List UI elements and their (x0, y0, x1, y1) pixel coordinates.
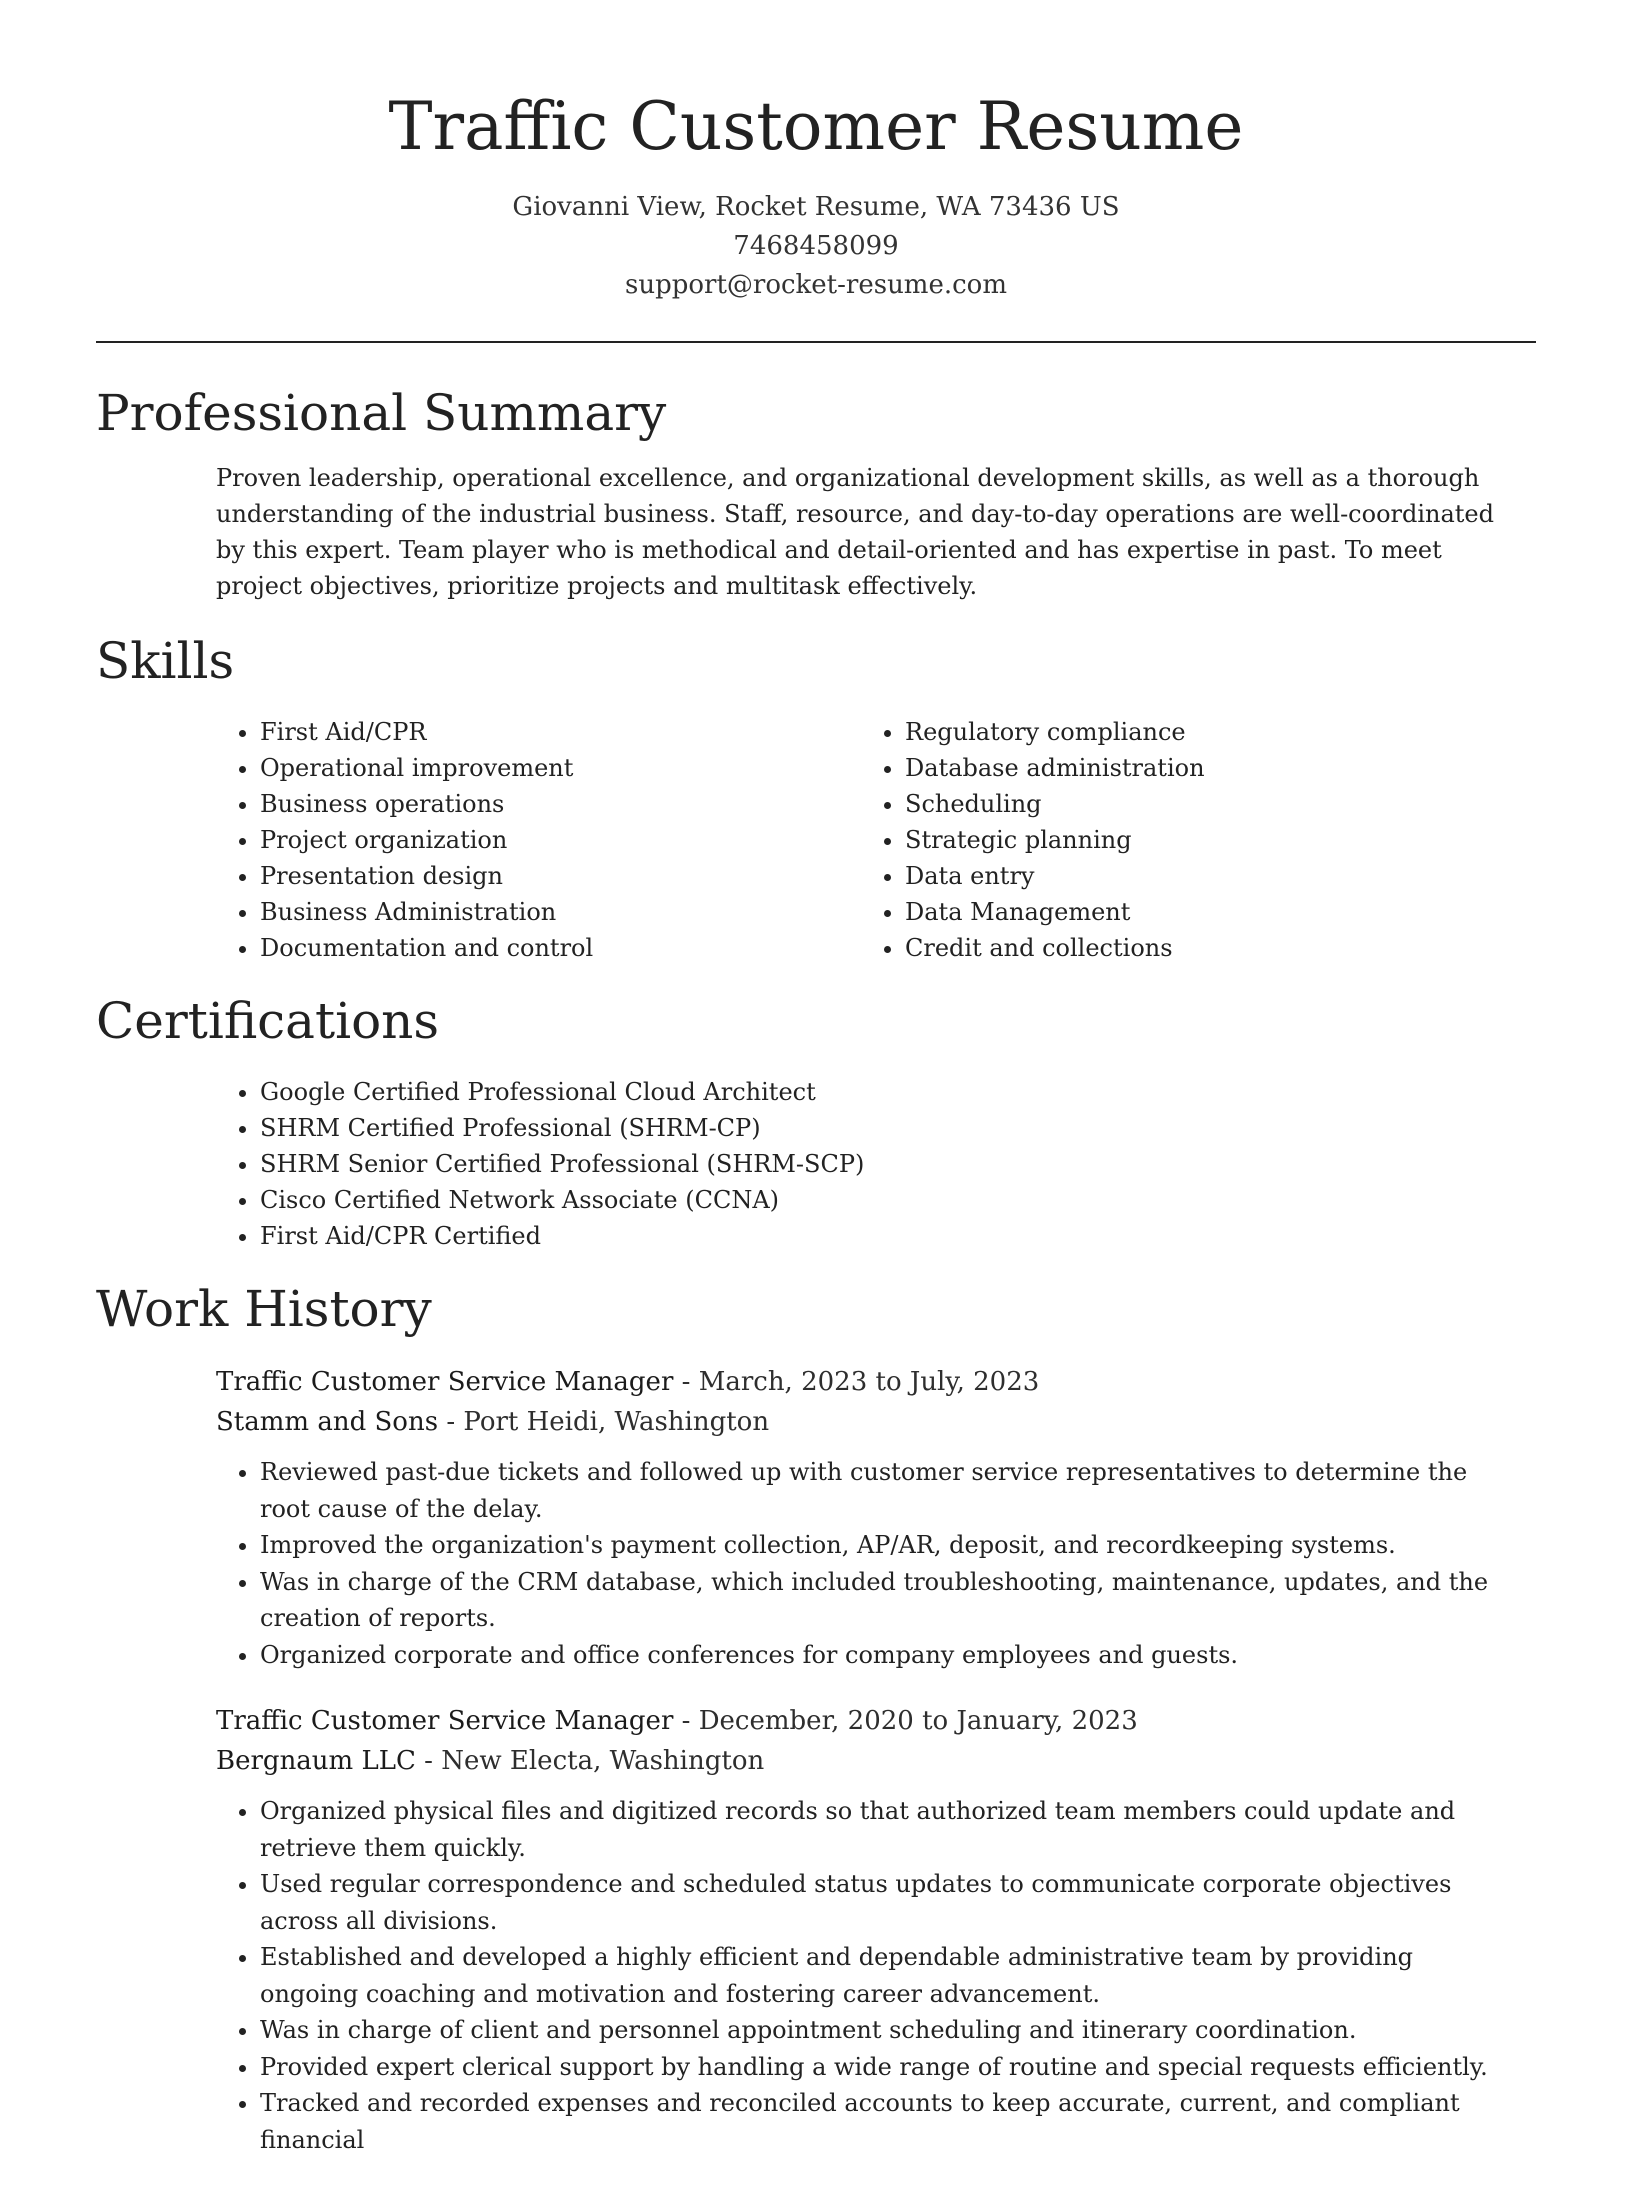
contact-email: support@rocket-resume.com (624, 270, 1007, 300)
contact-info (0, 188, 1632, 305)
job-dates: December, 2020 to January, 2023 (698, 1706, 1138, 1736)
skill-item: • Regulatory compliance (905, 714, 1506, 750)
job-company: Stamm and Sons (216, 1407, 439, 1437)
certification-item: • SHRM Certified Professional (SHRM-CP) (260, 1110, 1506, 1146)
job-company: Bergnaum LLC (216, 1746, 416, 1776)
contact-address: Giovanni View, Rocket Resume, WA 73436 US (512, 192, 1120, 222)
skill-item: • Presentation design (260, 858, 861, 894)
job-bullets (216, 1454, 1506, 1673)
job-role: Traffic Customer Service Manager (216, 1367, 674, 1397)
certification-item: • SHRM Senior Certified Professional (SHRM-SCP) (260, 1146, 1506, 1182)
certifications-title: Certifications (96, 992, 440, 1050)
job-location: Port Heidi, Washington (463, 1407, 770, 1437)
header-divider (96, 341, 1536, 343)
job-bullet: • Reviewed past-due tickets and followed up with customer service representatives to determine the root cause of the delay. (260, 1454, 1506, 1527)
skill-item: • Scheduling (905, 786, 1506, 822)
job-location: New Electa, Washington (441, 1746, 765, 1776)
resume-content (96, 380, 1536, 2186)
job-bullet: • Was in charge of the CRM database, which included troubleshooting, maintenance, updates, and the creation of reports. (260, 1564, 1506, 1637)
skill-item: • Business operations (260, 786, 861, 822)
skill-item: • Credit and collections (905, 930, 1506, 966)
job-bullet: • Provided expert clerical support by handling a wide range of routine and special requests efficiently. (260, 2049, 1506, 2086)
job-role: Traffic Customer Service Manager (216, 1706, 674, 1736)
certification-item: • Cisco Certified Network Associate (CCNA) (260, 1182, 1506, 1218)
job-bullet: • Organized corporate and office conferences for company employees and guests. (260, 1637, 1506, 1674)
skills-column-right (861, 714, 1506, 966)
job-dates: March, 2023 to July, 2023 (698, 1367, 1040, 1397)
work-history-title: Work History (96, 1280, 432, 1338)
certifications-list (216, 1074, 1506, 1254)
certifications-section (96, 988, 1536, 1254)
skill-item: • Database administration (905, 750, 1506, 786)
job-entry (216, 1362, 1506, 1673)
job-company-line: Stamm and Sons - Port Heidi, Washington (216, 1407, 770, 1437)
contact-phone: 7468458099 (733, 231, 899, 261)
job-bullet: • Tracked and recorded expenses and reconciled accounts to keep accurate, current, and compliant financial (260, 2085, 1506, 2158)
certification-item: • First Aid/CPR Certified (260, 1218, 1506, 1254)
summary-section (96, 380, 1536, 604)
resume-header (0, 82, 1632, 305)
job-title-line: Traffic Customer Service Manager - March, 2023 to July, 2023 (216, 1367, 1040, 1397)
job-entry (216, 1701, 1506, 2158)
job-bullet: • Organized physical files and digitized records so that authorized team members could update and retrieve them quickly. (260, 1793, 1506, 1866)
job-bullet: • Established and developed a highly efficient and dependable administrative team by providing ongoing coaching and motivation and fostering career advancement. (260, 1939, 1506, 2012)
skills-section (96, 628, 1536, 966)
skill-item: • Data Management (905, 894, 1506, 930)
job-bullet: • Used regular correspondence and scheduled status updates to communicate corporate objectives across all divisions. (260, 1866, 1506, 1939)
summary-text: Proven leadership, operational excellence, and organizational development skills, as well as a thorough understanding of the industrial business. Staff, resource, and day-to-day operations are well-coordinated by this expert. Team player who is methodical and detail-oriented and has expertise in past. To meet project objectives, prioritize projects and multitask effectively. (216, 464, 1494, 600)
skill-item: • Documentation and control (260, 930, 861, 966)
skill-item: • Strategic planning (905, 822, 1506, 858)
candidate-name: Traffic Customer Resume (388, 88, 1244, 165)
job-company-line: Bergnaum LLC - New Electa, Washington (216, 1746, 765, 1776)
skills-grid (216, 714, 1506, 966)
job-bullet: • Improved the organization's payment collection, AP/AR, deposit, and recordkeeping systems. (260, 1527, 1506, 1564)
skills-column-left (216, 714, 861, 966)
job-title-line: Traffic Customer Service Manager - December, 2020 to January, 2023 (216, 1706, 1138, 1736)
skill-item: • Operational improvement (260, 750, 861, 786)
skill-item: • Data entry (905, 858, 1506, 894)
job-bullets (216, 1793, 1506, 2158)
skills-title: Skills (96, 632, 235, 690)
job-bullet: • Was in charge of client and personnel appointment scheduling and itinerary coordination. (260, 2012, 1506, 2049)
work-history-section (96, 1276, 1536, 2158)
skill-item: • Project organization (260, 822, 861, 858)
skill-item: • First Aid/CPR (260, 714, 861, 750)
summary-title: Professional Summary (96, 384, 667, 442)
skill-item: • Business Administration (260, 894, 861, 930)
certification-item: • Google Certified Professional Cloud Architect (260, 1074, 1506, 1110)
